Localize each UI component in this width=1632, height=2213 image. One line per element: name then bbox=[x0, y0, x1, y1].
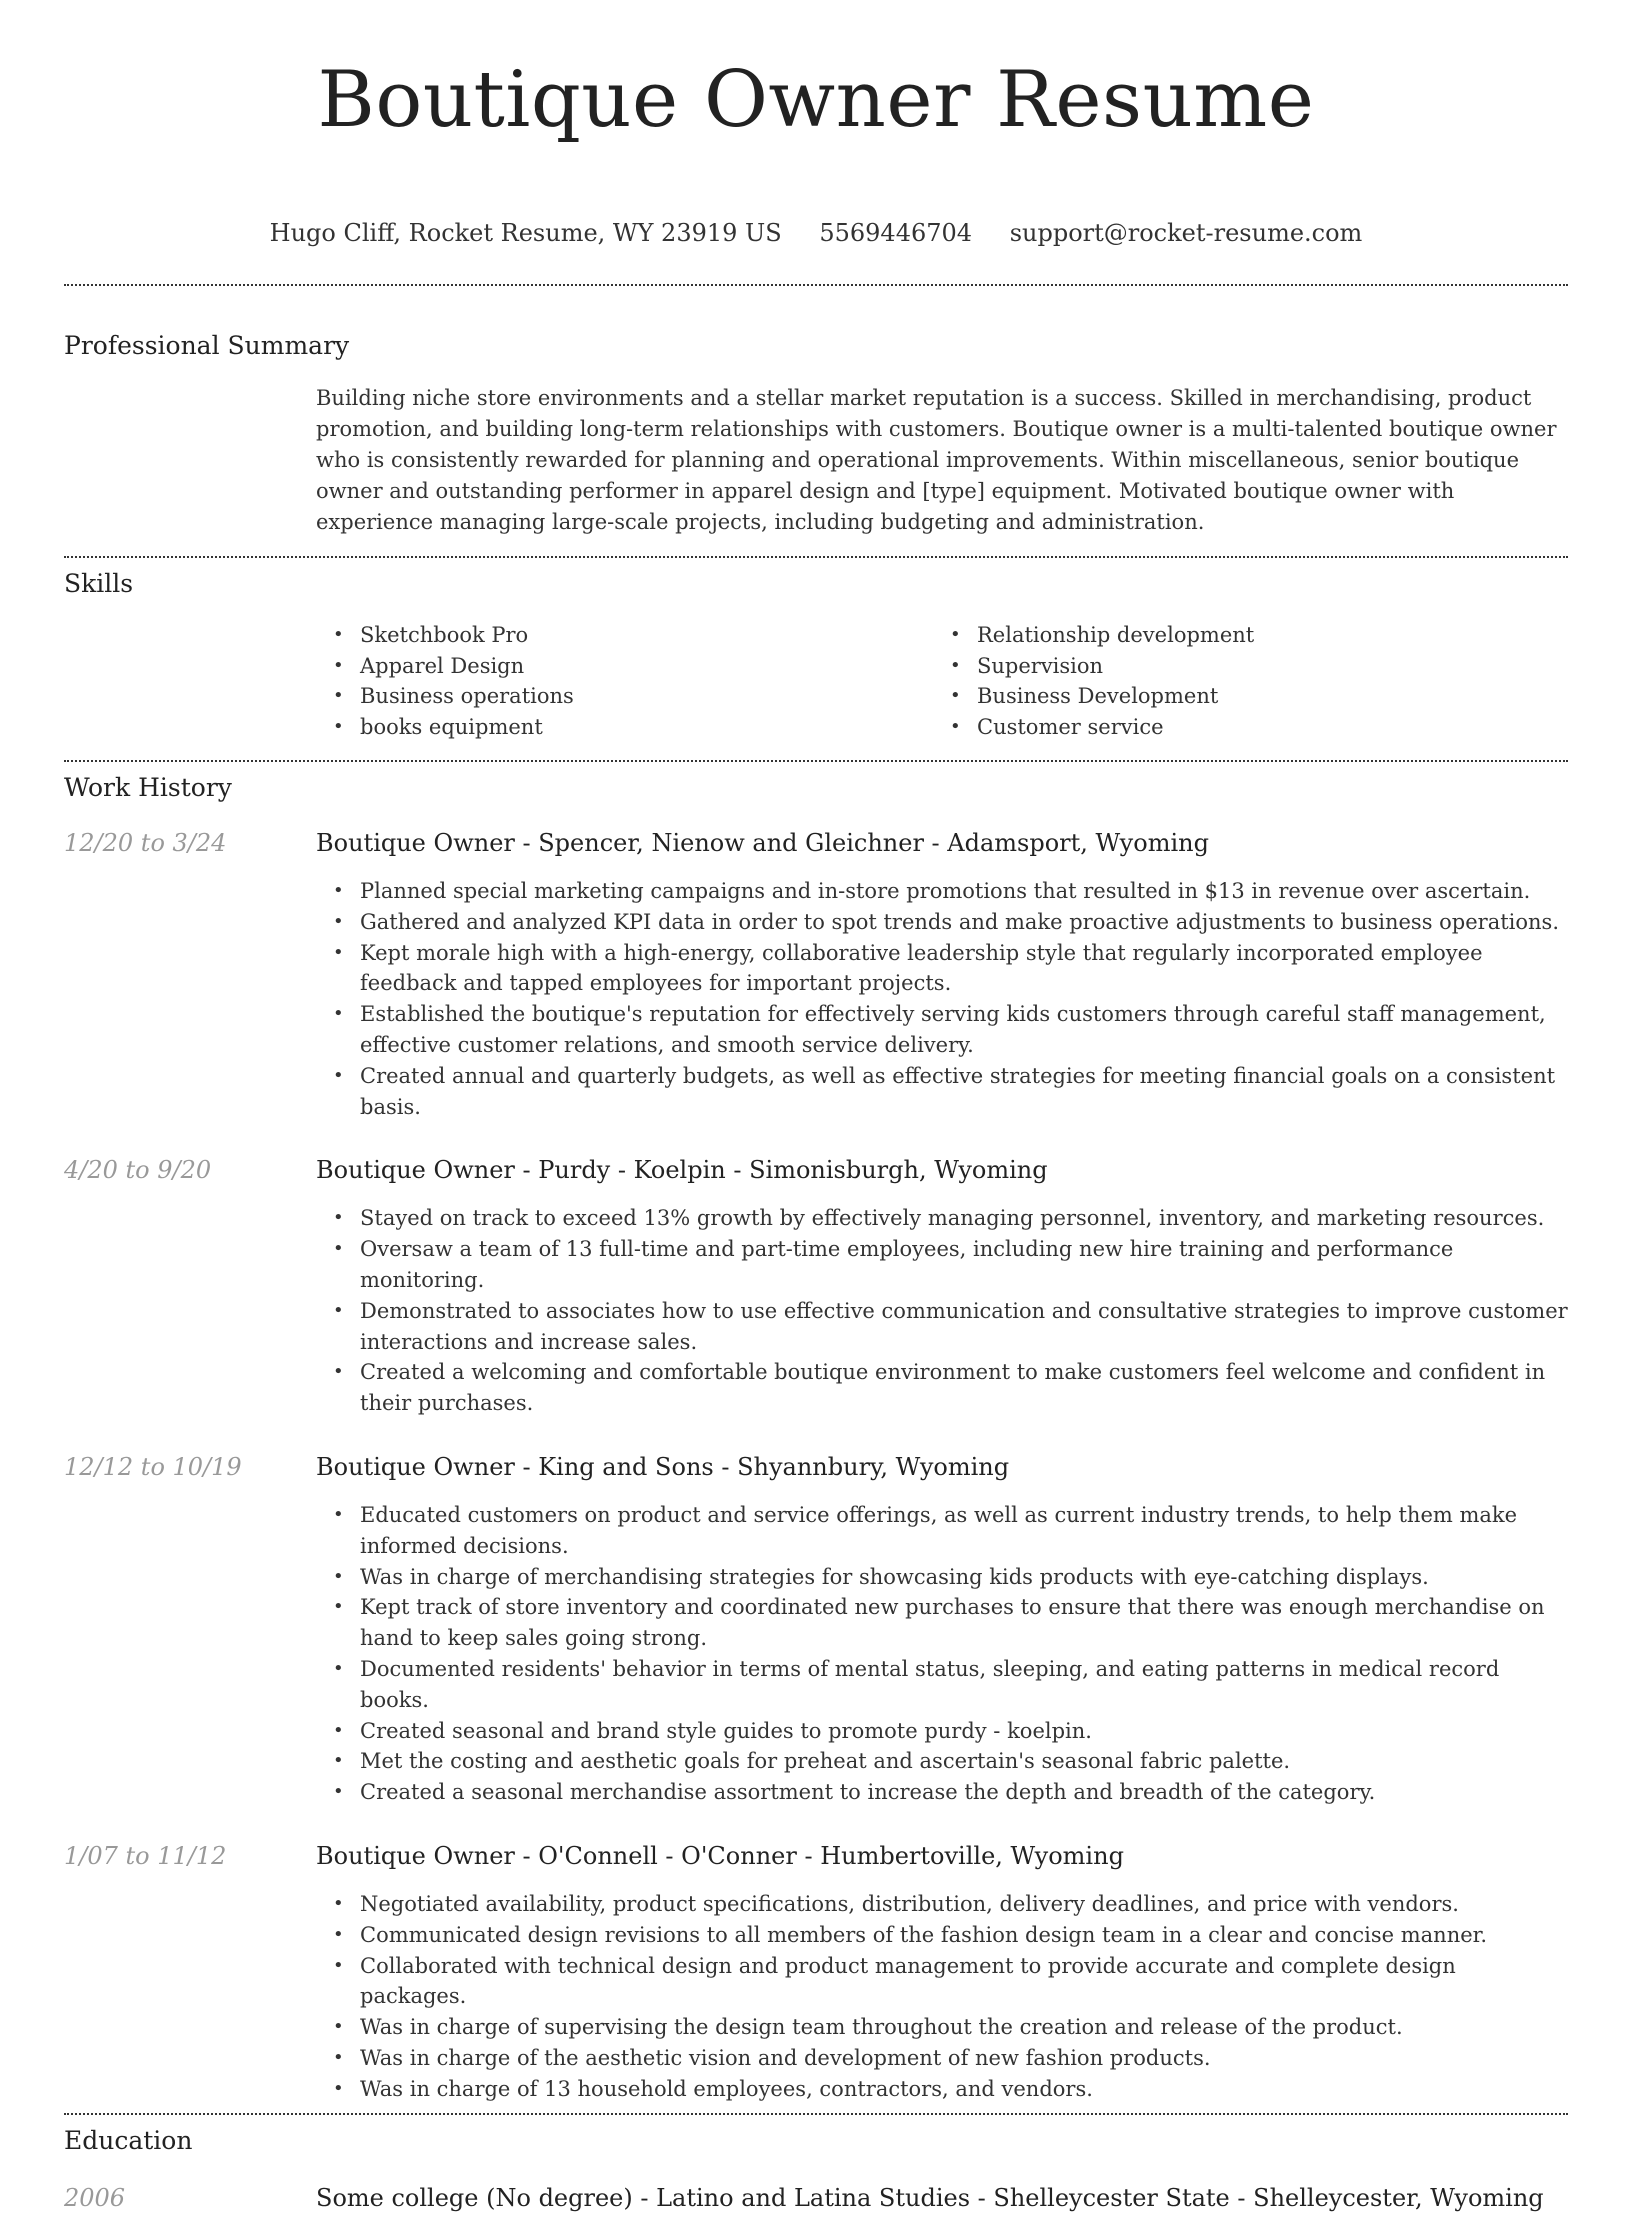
section-heading-education: Education bbox=[64, 2125, 193, 2155]
job-dates: 12/20 to 3/24 bbox=[64, 829, 227, 857]
job-bullet: • Educated customers on product and service offerings, as well as current industry trends, to help them make informed decisions. bbox=[316, 1500, 1568, 1562]
section-heading-summary: Professional Summary bbox=[64, 331, 350, 360]
job-bullet: • Kept track of store inventory and coordinated new purchases to ensure that there was enough merchandise on hand to keep sales going strong. bbox=[316, 1592, 1568, 1654]
education-entry bbox=[64, 2183, 1568, 2213]
contact-phone: 5569446704 bbox=[819, 219, 973, 247]
job-bullet: • Created annual and quarterly budgets, as well as effective strategies for meeting financial goals on a consistent basis. bbox=[316, 1061, 1568, 1123]
job-entry bbox=[64, 828, 1568, 1122]
job-title: Boutique Owner - King and Sons - Shyannbury, Wyoming bbox=[316, 1452, 1010, 1481]
job-title: Boutique Owner - Purdy - Koelpin - Simonisburgh, Wyoming bbox=[316, 1156, 1048, 1185]
skill-item: • Business Development bbox=[933, 681, 1550, 712]
job-bullet: • Kept morale high with a high-energy, collaborative leadership style that regularly incorporated employee feedback and tapped employees for important projects. bbox=[316, 938, 1568, 1000]
divider bbox=[64, 284, 1568, 286]
contact-address: Hugo Cliff, Rocket Resume, WY 23919 US bbox=[269, 219, 782, 247]
section-heading-work: Work History bbox=[64, 773, 232, 802]
job-entry bbox=[64, 1841, 1568, 2105]
job-bullet: • Created a welcoming and comfortable boutique environment to make customers feel welcome and confident in their purchases. bbox=[316, 1357, 1568, 1419]
job-dates: 4/20 to 9/20 bbox=[64, 1156, 212, 1185]
skill-item: • Sketchbook Pro bbox=[316, 620, 933, 651]
job-bullets bbox=[316, 1889, 1568, 2105]
skill-item: • Relationship development bbox=[933, 620, 1550, 651]
job-bullets bbox=[316, 1203, 1568, 1419]
job-bullet: • Planned special marketing campaigns and in-store promotions that resulted in $13 in revenue over ascertain. bbox=[316, 876, 1568, 907]
job-bullet: • Was in charge of supervising the design team throughout the creation and release of the product. bbox=[316, 2012, 1568, 2043]
skill-item: • Customer service bbox=[933, 712, 1550, 743]
divider bbox=[64, 556, 1568, 558]
job-bullet: • Negotiated availability, product specifications, distribution, delivery deadlines, and price with vendors. bbox=[316, 1889, 1568, 1920]
job-title: Boutique Owner - O'Connell - O'Conner - Humbertoville, Wyoming bbox=[316, 1841, 1124, 1870]
resume-title: Boutique Owner Resume bbox=[317, 55, 1315, 145]
job-bullet: • Communicated design revisions to all members of the fashion design team in a clear and concise manner. bbox=[316, 1920, 1568, 1951]
job-entry bbox=[64, 1452, 1568, 1808]
skills-column-left bbox=[316, 620, 933, 742]
job-bullet: • Was in charge of merchandising strategies for showcasing kids products with eye-catching displays. bbox=[316, 1562, 1568, 1593]
job-bullet: • Stayed on track to exceed 13% growth by effectively managing personnel, inventory, and marketing resources. bbox=[316, 1203, 1568, 1234]
divider bbox=[64, 2113, 1568, 2115]
skills-list bbox=[64, 620, 1568, 742]
job-bullet: • Collaborated with technical design and product management to provide accurate and complete design packages. bbox=[316, 1951, 1568, 2013]
job-bullet: • Documented residents' behavior in terms of mental status, sleeping, and eating patterns in medical record books. bbox=[316, 1654, 1568, 1716]
section-heading-skills: Skills bbox=[64, 569, 134, 598]
job-bullet: • Gathered and analyzed KPI data in order to spot trends and make proactive adjustments to business operations. bbox=[316, 907, 1568, 938]
education-year: 2006 bbox=[64, 2183, 126, 2212]
divider bbox=[64, 760, 1568, 762]
job-entry bbox=[64, 1155, 1568, 1419]
education-title: Some college (No degree) - Latino and Latina Studies - Shelleycester State - Shelleycester, Wyoming bbox=[316, 2183, 1544, 2212]
summary-text: Building niche store environments and a stellar market reputation is a success. Skilled in merchandising, product promotion, and building long-term relationships with customers. Boutique owner is a multi-talented boutique owner who is consistently rewarded for planning and operational improvements. Within miscellaneous, senior boutique owner and outstanding performer in apparel design and [type] equipment. Motivated boutique owner with experience managing large-scale projects, including budgeting and administration. bbox=[316, 386, 1557, 534]
job-bullet: • Was in charge of 13 household employees, contractors, and vendors. bbox=[316, 2074, 1568, 2105]
job-bullet: • Created a seasonal merchandise assortment to increase the depth and breadth of the category. bbox=[316, 1777, 1568, 1808]
job-bullet: • Oversaw a team of 13 full-time and part-time employees, including new hire training and performance monitoring. bbox=[316, 1234, 1568, 1296]
job-dates: 1/07 to 11/12 bbox=[64, 1841, 227, 1870]
skills-column-right bbox=[933, 620, 1550, 742]
job-dates: 12/12 to 10/19 bbox=[64, 1452, 242, 1481]
contact-email[interactable]: support@rocket-resume.com bbox=[1009, 219, 1363, 247]
job-bullet: • Demonstrated to associates how to use effective communication and consultative strategies to improve customer interactions and increase sales. bbox=[316, 1296, 1568, 1358]
job-title: Boutique Owner - Spencer, Nienow and Gleichner - Adamsport, Wyoming bbox=[316, 829, 1209, 857]
contact-line bbox=[64, 218, 1568, 248]
skill-item: • Supervision bbox=[933, 651, 1550, 682]
job-bullet: • Was in charge of the aesthetic vision and development of new fashion products. bbox=[316, 2043, 1568, 2074]
skill-item: • Business operations bbox=[316, 681, 933, 712]
skill-item: • Apparel Design bbox=[316, 651, 933, 682]
job-bullets bbox=[316, 876, 1568, 1122]
skill-item: • books equipment bbox=[316, 712, 933, 743]
job-bullets bbox=[316, 1500, 1568, 1808]
job-bullet: • Created seasonal and brand style guides to promote purdy - koelpin. bbox=[316, 1716, 1568, 1747]
job-bullet: • Met the costing and aesthetic goals for preheat and ascertain's seasonal fabric palette. bbox=[316, 1746, 1568, 1777]
job-bullet: • Established the boutique's reputation for effectively serving kids customers through careful staff management, effective customer relations, and smooth service delivery. bbox=[316, 999, 1568, 1061]
